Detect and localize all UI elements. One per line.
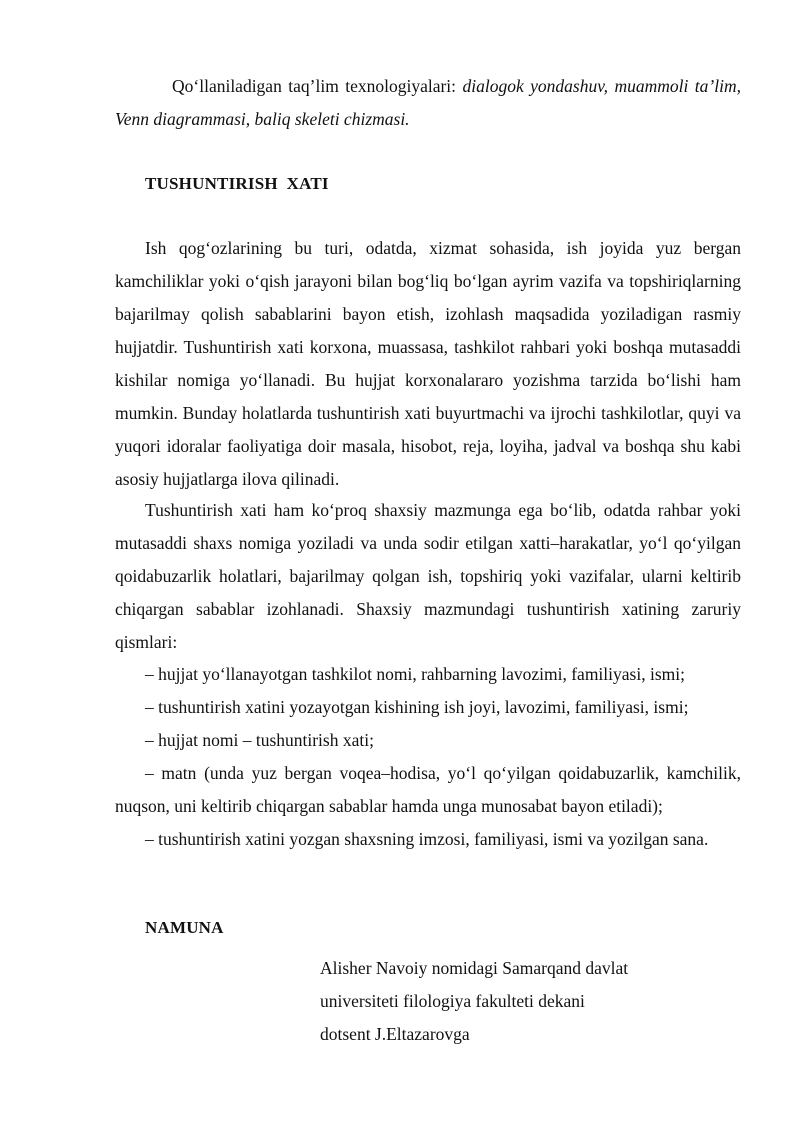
addressee-line: universiteti filologiya fakulteti dekani [320, 991, 585, 1011]
required-parts-list [115, 658, 741, 856]
addressee-line: dotsent J.Eltazarovga [320, 1024, 470, 1044]
list-item: – hujjat nomi – tushuntirish xati; [145, 730, 374, 750]
intro-methods: dialogok yondashuv, muammoli ta’lim, Venn diagrammasi, baliq skeleti chizmasi. [115, 76, 741, 129]
list-item: – tushuntirish xatini yozgan shaxsning imzosi, familiyasi, ismi va yozilgan sana. [145, 829, 709, 849]
body-paragraph-2: Tushuntirish xati ham ko‘proq shaxsiy mazmunga ega bo‘lib, odatda rahbar yoki mutasaddi shaxs nomiga yoziladi va unda sodir etilgan xatti–harakatlar, yo‘l qo‘yilgan qoidabuzarlik holatlari, bajarilmay qolgan ish, topshiriq yoki vazifalar, ularni keltirib chiqargan sabablar izohlanadi. Shaxsiy mazmundagi tushuntirish xatining zaruriy qismlari: [115, 500, 741, 652]
list-item: – hujjat yo‘llanayotgan tashkilot nomi, rahbarning lavozimi, familiyasi, ismi; [145, 664, 685, 684]
list-item: – tushuntirish xatini yozayotgan kishining ish joyi, lavozimi, familiyasi, ismi; [145, 697, 689, 717]
addressee-block [320, 952, 628, 1051]
body-paragraph-1: Ish qog‘ozlarining bu turi, odatda, xizmat sohasida, ish joyida yuz bergan kamchiliklar yoki o‘qish jarayoni bilan bog‘liq bo‘lgan ayrim vazifa va topshiriqlarning bajarilmay qolish sabablarini bayon etish, izohlash maqsadida yoziladigan rasmiy hujjatdir. Tushuntirish xati korxona, muassasa, tashkilot rahbari yoki boshqa mutasaddi kishilar nomiga yo‘llanadi. Bu hujjat korxonalararo yozishma tarzida bo‘lishi ham mumkin. Bunday holatlarda tushuntirish xati buyurtmachi va ijrochi tashkilotlar, quyi va yuqori idoralar faoliyatiga doir masala, hisobot, reja, loyiha, jadval va boshqa shu kabi asosiy hujjatlarga ilova qilinadi. [115, 238, 741, 489]
intro-lead: Qo‘llaniladigan taq’lim texnologiyalari: [172, 76, 463, 96]
intro-paragraph [115, 70, 741, 136]
list-item: – matn (unda yuz bergan voqea–hodisa, yo‘l qo‘yilgan qoidabuzarlik, kamchilik, nuqson, uni keltirib chiqargan sabablar hamda unga munosabat bayon etiladi); [115, 763, 741, 816]
addressee-line: Alisher Navoiy nomidagi Samarqand davlat [320, 958, 629, 978]
sample-title: NAMUNA [145, 918, 224, 937]
section-title: TUSHUNTIRISH XATI [145, 174, 329, 193]
